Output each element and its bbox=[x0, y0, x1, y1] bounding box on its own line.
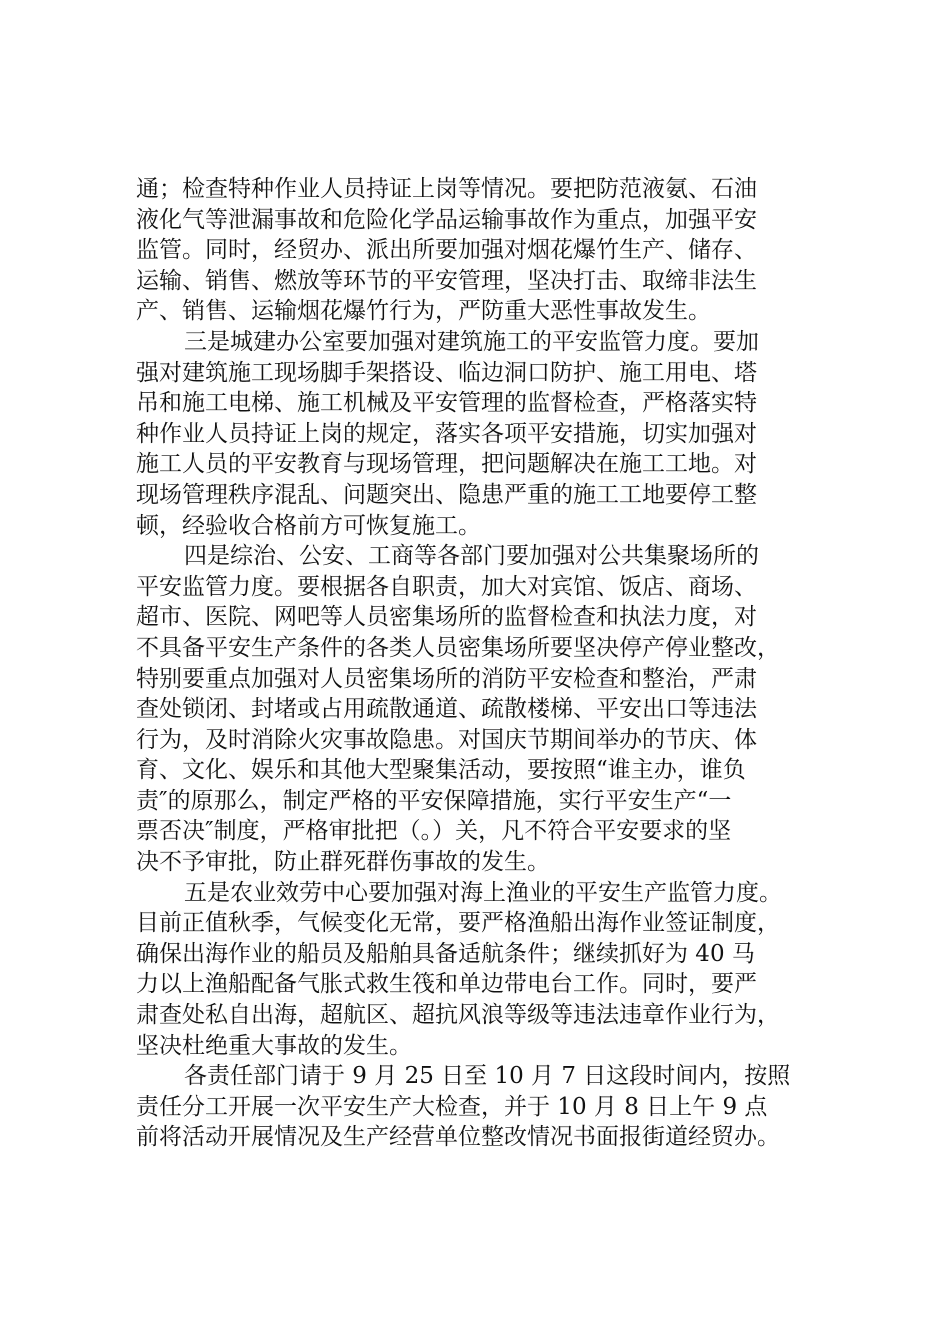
text-line: 肃查处私自出海，超航区、超抗风浪等级等违法违章作业行为， bbox=[136, 1002, 780, 1029]
text-line: 责″的原那么，制定严格的平安保障措施，实行平安生产“一 bbox=[136, 787, 732, 814]
text-line: 育、文化、娱乐和其他大型聚集活动，要按照“谁主办，谁负 bbox=[136, 757, 746, 784]
text-line: 决不予审批，防止群死群伤事故的发生。 bbox=[136, 849, 550, 876]
text-line: 监管。同时，经贸办、派出所要加强对烟花爆竹生产、储存、 bbox=[136, 237, 757, 264]
text-line: 票否决″制度，严格审批把（。）关，凡不符合平安要求的坚 bbox=[136, 818, 732, 845]
text-line: 目前正值秋季，气候变化无常，要严格渔船出海作业签证制度， bbox=[136, 910, 780, 937]
text-line: 液化气等泄漏事故和危险化学品运输事故作为重点，加强平安 bbox=[136, 206, 757, 233]
paragraph-first-line: 五是农业效劳中心要加强对海上渔业的平安生产监管力度。 bbox=[184, 879, 782, 906]
text-line: 强对建筑施工现场脚手架搭设、临边洞口防护、施工用电、塔 bbox=[136, 359, 757, 386]
text-line: 前将活动开展情况及生产经营单位整改情况书面报街道经贸办。 bbox=[136, 1124, 780, 1151]
text-line: 顿，经验收合格前方可恢复施工。 bbox=[136, 512, 481, 539]
text-line: 通；检查特种作业人员持证上岗等情况。要把防范液氨、石油 bbox=[136, 176, 757, 202]
text-line: 吊和施工电梯、施工机械及平安管理的监督检查，严格落实特 bbox=[136, 390, 757, 417]
text-line: 查处锁闭、封堵或占用疏散通道、疏散楼梯、平安出口等违法 bbox=[136, 696, 757, 723]
text-line: 坚决杜绝重大事故的发生。 bbox=[136, 1032, 412, 1059]
text-line: 特别要重点加强对人员密集场所的消防平安检查和整治，严肃 bbox=[136, 665, 757, 692]
text-line: 责任分工开展一次平安生产大检查，并于 10 月 8 日上午 9 点 bbox=[136, 1093, 768, 1120]
document-body bbox=[136, 174, 844, 1153]
text-line: 不具备平安生产条件的各类人员密集场所要坚决停产停业整改， bbox=[136, 634, 780, 661]
text-line: 现场管理秩序混乱、问题突出、隐患严重的施工工地要停工整 bbox=[136, 481, 757, 508]
text-line: 平安监管力度。要根据各自职责，加大对宾馆、饭店、商场、 bbox=[136, 573, 757, 600]
text-line: 确保出海作业的船员及船舶具备适航条件；继续抓好为 40 马 bbox=[136, 940, 755, 967]
text-line: 产、销售、运输烟花爆竹行为，严防重大恶性事故发生。 bbox=[136, 298, 711, 325]
paragraph-first-line: 四是综治、公安、工商等各部门要加强对公共集聚场所的 bbox=[184, 543, 759, 570]
text-line: 运输、销售、燃放等环节的平安管理，坚决打击、取缔非法生 bbox=[136, 267, 757, 294]
text-line: 施工人员的平安教育与现场管理，把问题解决在施工工地。对 bbox=[136, 451, 757, 478]
text-line: 力以上渔船配备气胀式救生筏和单边带电台工作。同时，要严 bbox=[136, 971, 757, 998]
text-line: 种作业人员持证上岗的规定，落实各项平安措施，切实加强对 bbox=[136, 420, 757, 447]
paragraph-first-line: 各责任部门请于 9 月 25 日至 10 月 7 日这段时间内，按照 bbox=[184, 1063, 791, 1090]
text-line: 超市、医院、网吧等人员密集场所的监督检查和执法力度，对 bbox=[136, 604, 757, 631]
text-line: 行为，及时消除火灾事故隐患。对国庆节期间举办的节庆、体 bbox=[136, 726, 757, 753]
paragraph-first-line: 三是城建办公室要加强对建筑施工的平安监管力度。要加 bbox=[184, 328, 759, 355]
